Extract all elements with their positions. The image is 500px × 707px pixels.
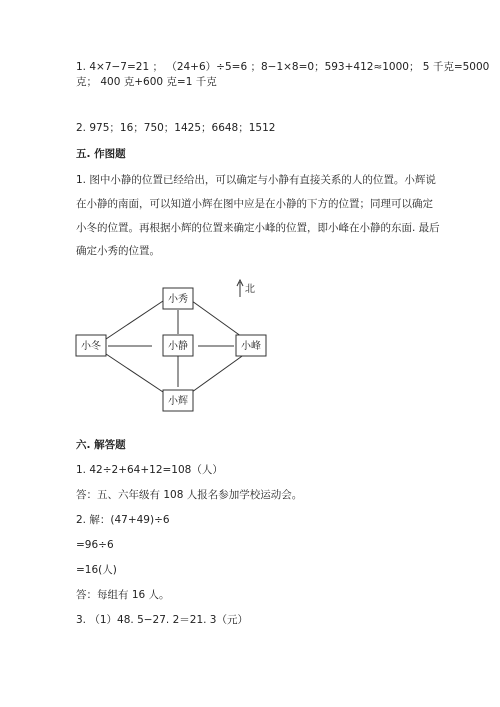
edge-right-bottom — [192, 354, 245, 392]
node-left-label: 小冬 — [81, 341, 101, 352]
answer-2: 2. 975；16；750；1425；6648；1512 — [76, 122, 276, 134]
edge-top-left — [106, 301, 163, 339]
answer-1-line-1: 1. 4×7−7=21 ； （24+6）÷5=6 ；8−1×8=0；593+412≈1000； 5 千克=5000 — [76, 61, 490, 73]
section-5-heading: 五. 作图题 — [76, 148, 126, 160]
node-right — [236, 335, 266, 356]
node-center-label: 小静 — [168, 341, 188, 352]
node-bottom-label: 小辉 — [168, 396, 188, 407]
node-center — [163, 335, 193, 356]
node-top — [163, 288, 193, 309]
node-right-label: 小峰 — [241, 341, 261, 352]
north-arrow-icon — [237, 280, 243, 297]
node-bottom — [163, 390, 193, 411]
answer-line-6: 答：每组有 16 人。 — [76, 589, 170, 601]
section-6-heading: 六. 解答题 — [76, 439, 126, 451]
answer-line-5: =16(人) — [76, 564, 117, 576]
drawing-text-line-1: 1. 图中小静的位置已经给出，可以确定与小静有直接关系的人的位置。小辉说 — [76, 174, 436, 186]
drawing-text-line-3: 小冬的位置。再根据小辉的位置来确定小峰的位置，即小峰在小静的东面. 最后 — [76, 222, 440, 234]
answer-line-7: 3. （1）48. 5−27. 2＝21. 3（元） — [76, 614, 248, 626]
answer-1-line-2: 克； 400 克+600 克=1 千克 — [76, 76, 217, 88]
north-label: 北 — [245, 284, 255, 295]
node-left — [76, 335, 106, 356]
edge-top-right — [192, 301, 245, 339]
edge-left-bottom — [106, 354, 163, 392]
answer-line-3: 2. 解：(47+49)÷6 — [76, 514, 170, 526]
node-top-label: 小秀 — [168, 294, 188, 305]
answer-line-2: 答：五、六年级有 108 人报名参加学校运动会。 — [76, 489, 303, 501]
drawing-text-line-2: 在小静的南面，可以知道小辉在图中应是在小静的下方的位置；同理可以确定 — [76, 198, 433, 210]
drawing-text-line-4: 确定小秀的位置。 — [76, 245, 160, 257]
answer-line-1: 1. 42÷2+64+12=108（人） — [76, 464, 223, 476]
answer-line-4: =96÷6 — [76, 539, 114, 551]
